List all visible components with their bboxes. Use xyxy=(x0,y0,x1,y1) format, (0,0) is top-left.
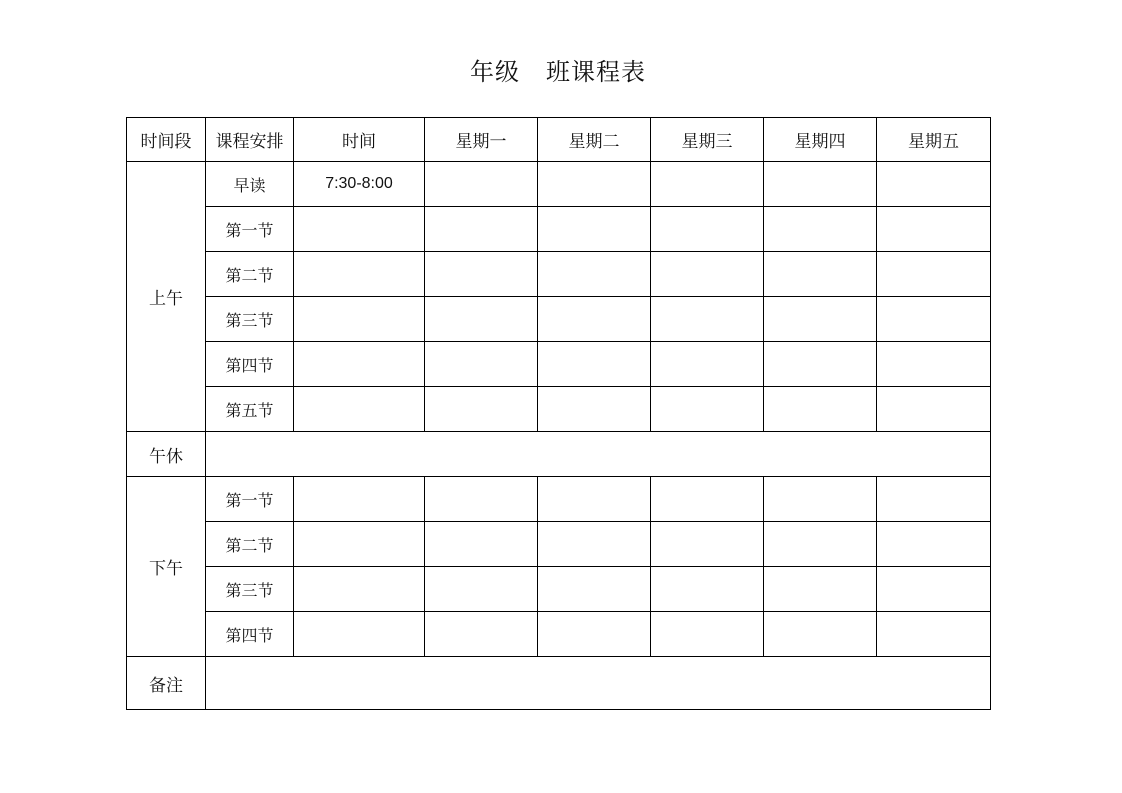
noon-break-cell[interactable] xyxy=(206,432,991,477)
header-time: 时间 xyxy=(294,118,425,162)
header-day-monday: 星期一 xyxy=(425,118,538,162)
course-cell[interactable] xyxy=(538,207,651,252)
noon-break-row xyxy=(127,432,991,477)
course-cell[interactable] xyxy=(538,567,651,612)
course-cell[interactable] xyxy=(425,342,538,387)
course-cell[interactable] xyxy=(651,252,764,297)
course-cell[interactable] xyxy=(877,522,991,567)
course-cell[interactable] xyxy=(425,567,538,612)
course-cell[interactable] xyxy=(651,162,764,207)
slot-label: 第三节 xyxy=(206,567,294,612)
course-cell[interactable] xyxy=(538,342,651,387)
notes-label: 备注 xyxy=(127,657,206,710)
period-morning-label: 上午 xyxy=(127,162,206,432)
course-cell[interactable] xyxy=(877,162,991,207)
slot-time[interactable] xyxy=(294,477,425,522)
course-cell[interactable] xyxy=(651,387,764,432)
course-cell[interactable] xyxy=(651,207,764,252)
table-row xyxy=(127,342,991,387)
course-cell[interactable] xyxy=(425,207,538,252)
slot-time[interactable] xyxy=(294,207,425,252)
table-row xyxy=(127,252,991,297)
course-cell[interactable] xyxy=(764,612,877,657)
slot-time[interactable] xyxy=(294,567,425,612)
title-grade-text: 年级 xyxy=(470,58,520,86)
table-row xyxy=(127,207,991,252)
table-row xyxy=(127,522,991,567)
slot-time[interactable] xyxy=(294,522,425,567)
table-row xyxy=(127,612,991,657)
course-cell[interactable] xyxy=(651,522,764,567)
course-cell[interactable] xyxy=(425,297,538,342)
slot-label: 第三节 xyxy=(206,297,294,342)
header-row xyxy=(127,118,991,162)
course-cell[interactable] xyxy=(877,207,991,252)
course-cell[interactable] xyxy=(877,342,991,387)
slot-time[interactable] xyxy=(294,342,425,387)
course-cell[interactable] xyxy=(651,612,764,657)
course-cell[interactable] xyxy=(764,207,877,252)
slot-label: 第五节 xyxy=(206,387,294,432)
slot-label: 第四节 xyxy=(206,612,294,657)
course-cell[interactable] xyxy=(425,477,538,522)
course-cell[interactable] xyxy=(764,477,877,522)
course-cell[interactable] xyxy=(764,162,877,207)
course-cell[interactable] xyxy=(425,162,538,207)
page-title xyxy=(0,56,1116,88)
course-cell[interactable] xyxy=(764,387,877,432)
slot-label: 第四节 xyxy=(206,342,294,387)
course-cell[interactable] xyxy=(538,522,651,567)
table-row xyxy=(127,567,991,612)
course-cell[interactable] xyxy=(538,297,651,342)
header-day-tuesday: 星期二 xyxy=(538,118,651,162)
class-schedule-table xyxy=(126,117,991,710)
table-row xyxy=(127,297,991,342)
slot-label: 第二节 xyxy=(206,252,294,297)
slot-time[interactable] xyxy=(294,612,425,657)
header-arrangement: 课程安排 xyxy=(206,118,294,162)
course-cell[interactable] xyxy=(651,477,764,522)
table-row xyxy=(127,387,991,432)
course-cell[interactable] xyxy=(877,612,991,657)
course-cell[interactable] xyxy=(877,252,991,297)
slot-label: 第一节 xyxy=(206,477,294,522)
header-day-thursday: 星期四 xyxy=(764,118,877,162)
table-row xyxy=(127,477,991,522)
notes-cell[interactable] xyxy=(206,657,991,710)
course-cell[interactable] xyxy=(538,387,651,432)
course-cell[interactable] xyxy=(538,252,651,297)
header-day-friday: 星期五 xyxy=(877,118,991,162)
course-cell[interactable] xyxy=(877,567,991,612)
course-cell[interactable] xyxy=(651,342,764,387)
course-cell[interactable] xyxy=(425,522,538,567)
period-afternoon-label: 下午 xyxy=(127,477,206,657)
course-cell[interactable] xyxy=(538,477,651,522)
course-cell[interactable] xyxy=(764,342,877,387)
course-cell[interactable] xyxy=(425,252,538,297)
course-cell[interactable] xyxy=(764,252,877,297)
slot-label: 第二节 xyxy=(206,522,294,567)
course-cell[interactable] xyxy=(538,162,651,207)
slot-time[interactable] xyxy=(294,297,425,342)
course-cell[interactable] xyxy=(877,297,991,342)
course-cell[interactable] xyxy=(764,522,877,567)
course-cell[interactable] xyxy=(877,387,991,432)
title-class-schedule-text: 班课程表 xyxy=(546,58,646,86)
course-cell[interactable] xyxy=(538,612,651,657)
slot-time: 7:30-8:00 xyxy=(294,162,425,207)
header-period: 时间段 xyxy=(127,118,206,162)
course-cell[interactable] xyxy=(425,387,538,432)
slot-label: 第一节 xyxy=(206,207,294,252)
course-cell[interactable] xyxy=(764,297,877,342)
course-cell[interactable] xyxy=(764,567,877,612)
table-row xyxy=(127,162,991,207)
slot-time[interactable] xyxy=(294,252,425,297)
notes-row xyxy=(127,657,991,710)
course-cell[interactable] xyxy=(425,612,538,657)
course-cell[interactable] xyxy=(651,567,764,612)
course-cell[interactable] xyxy=(651,297,764,342)
period-noon-label: 午休 xyxy=(127,432,206,477)
header-day-wednesday: 星期三 xyxy=(651,118,764,162)
course-cell[interactable] xyxy=(877,477,991,522)
slot-time[interactable] xyxy=(294,387,425,432)
slot-label: 早读 xyxy=(206,162,294,207)
